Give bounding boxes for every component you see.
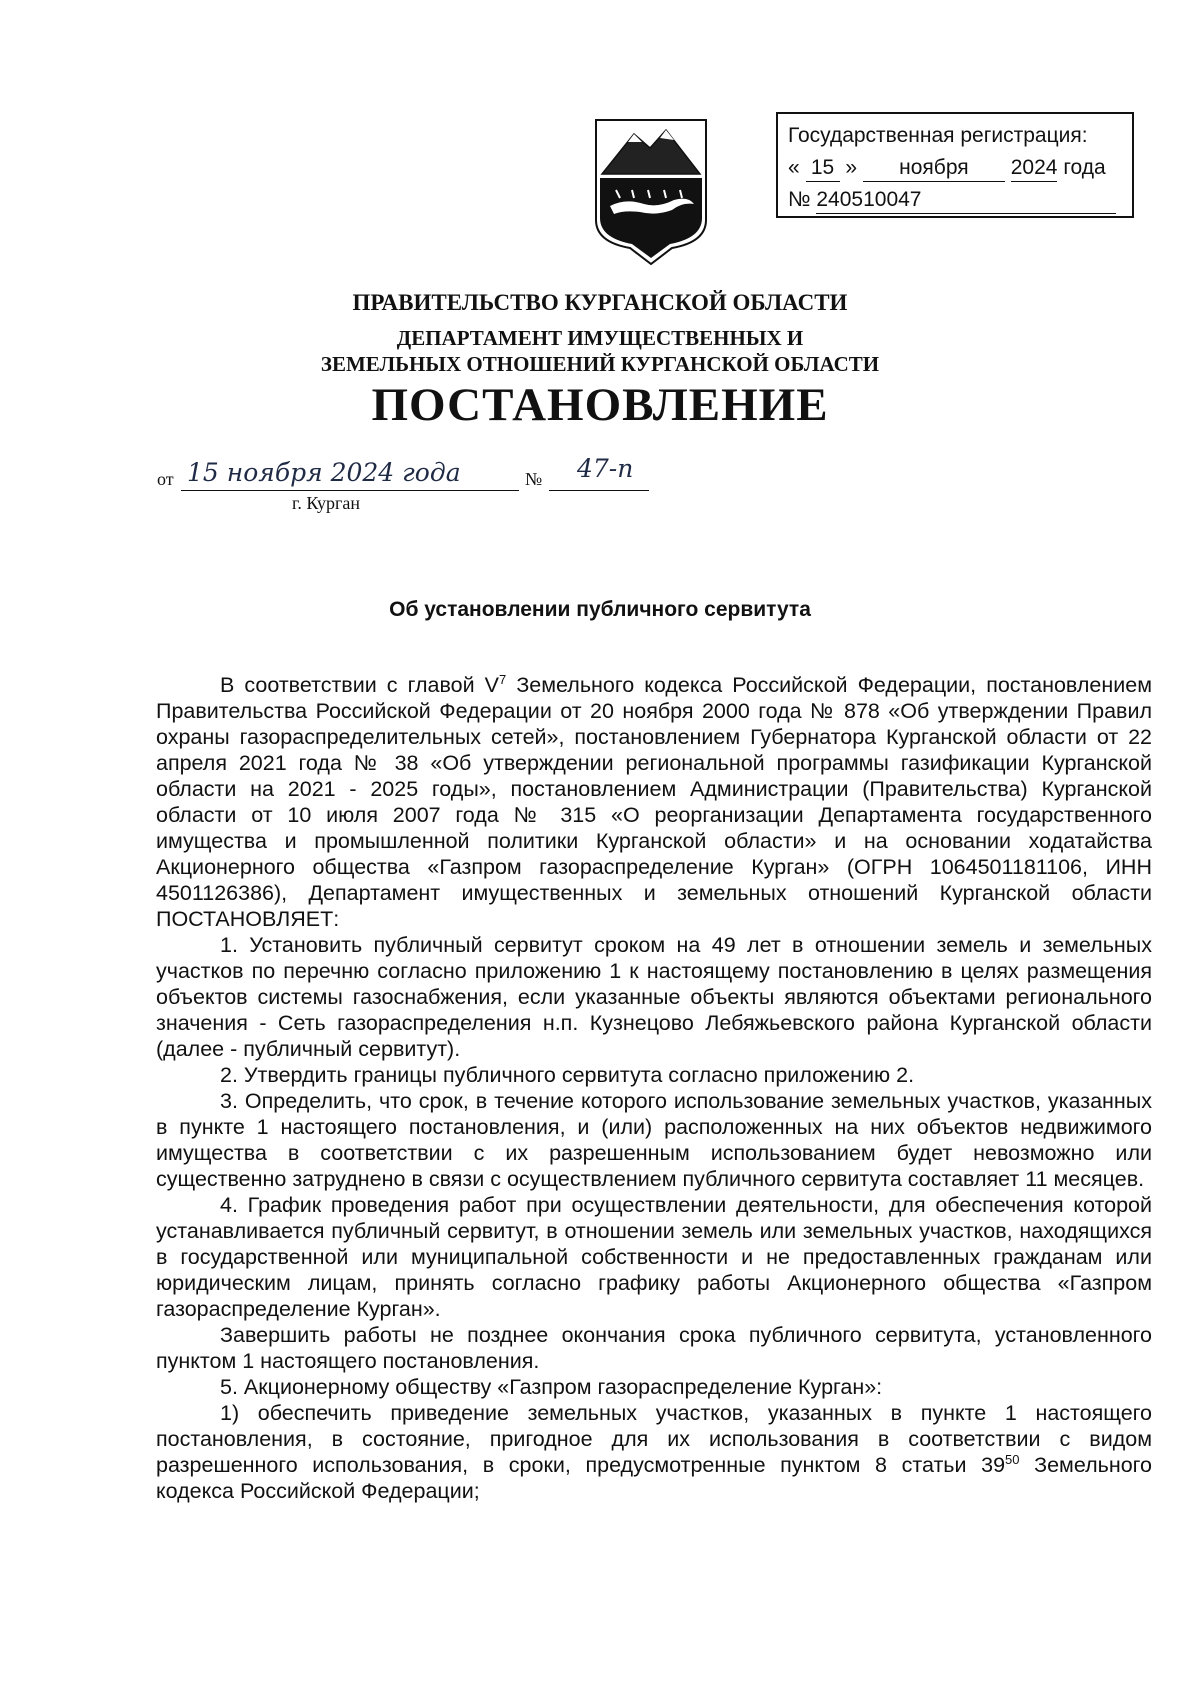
document-type-title: ПОСТАНОВЛЕНИЕ xyxy=(371,379,829,431)
number-underline xyxy=(549,490,649,491)
clause-1-paragraph: 1. Установить публичный сервитут сроком на 49 лет в отношении земель и земельных участков по перечню согласно приложению 1 к настоящему постановлению в целях размещения объектов системы газоснабжения, если указанные объекты являются объектами регионального значения - Сеть газораспределения н.п. Кузнецово Лебяжьевского района Курганской области (далее - публичный сервитут). xyxy=(156,933,1152,1061)
city-label: г. Курган xyxy=(292,493,361,513)
registration-month: ноября xyxy=(863,155,1005,182)
date-from-label: от xyxy=(157,469,174,489)
registration-date-line: « 15 » ноября 2024 года xyxy=(788,152,1122,184)
clause-4-continuation-paragraph: Завершить работы не позднее окончания срока публичного сервитута, установленного пунктом 1 настоящего постановления. xyxy=(156,1323,1152,1373)
department-name: ДЕПАРТАМЕНТ ИМУЩЕСТВЕННЫХ И ЗЕМЕЛЬНЫХ ОТНОШЕНИЙ КУРГАНСКОЙ ОБЛАСТИ xyxy=(320,326,880,376)
clause-2-paragraph: 2. Утвердить границы публичного сервитута согласно приложению 2. xyxy=(220,1063,915,1087)
clause-5-paragraph: 5. Акционерному обществу «Газпром газораспределение Курган»: xyxy=(220,1375,883,1399)
handwritten-number: 47-п xyxy=(577,454,634,483)
clause-3-paragraph: 3. Определить, что срок, в течение которого использование земельных участков, указанных в пункте 1 настоящего постановления, и (или) расположенных на них объектов недвижимого имущества в соответствии с их разрешенным использованием будет невозможно или существенно затруднено в связи с осуществлением публичного сервитута составляет 11 месяцев. xyxy=(156,1089,1152,1191)
state-registration-stamp xyxy=(776,112,1134,218)
handwritten-date: 15 ноября 2024 года xyxy=(187,458,461,487)
resolution-subject: Об установлении публичного сервитута xyxy=(389,598,811,621)
clause-5-item-1-paragraph: 1) обеспечить приведение земельных участков, указанных в пункте 1 настоящего постановления, в состояние, пригодное для их использования в соответствии с видом разрешенного использования, в сроки, предусмотренные пунктом 8 статьи $39^{50}$ Земельного кодекса Российской Федерации; xyxy=(156,1401,1152,1503)
resolution-date-row xyxy=(157,454,677,502)
registration-title: Государственная регистрация: xyxy=(788,124,1088,147)
registration-number-line: № 240510047 xyxy=(788,184,1122,216)
government-title: ПРАВИТЕЛЬСТВО КУРГАНСКОЙ ОБЛАСТИ xyxy=(352,290,848,315)
preamble-paragraph: В соответствии с главой $V^7$ Земельного кодекса Российской Федерации, постановлением Правительства Российской Федерации от 20 ноября 2000 года № 878 «Об утверждении Правил охраны газораспределительных сетей», постановлением Губернатора Курганской области от 22 апреля 2021 года № 38 «Об утверждении региональной программы газификации Курганской области на 2021 - 2025 годы», постановлением Администрации (Правительства) Курганской области от 10 июля 2007 года № 315 «О реорганизации Департамента государственного имущества и промышленной политики Курганской области» и на основании ходатайства Акционерного общества «Газпром газораспределение Курган» (ОГРН 1064501181106, ИНН 4501126386), Департамент имущественных и земельных отношений Курганской области ПОСТАНОВЛЯЕТ: xyxy=(156,671,1152,931)
date-underline xyxy=(181,490,519,491)
registration-number: 240510047 xyxy=(816,187,1116,214)
registration-day: 15 xyxy=(806,155,840,182)
number-label: № xyxy=(525,469,543,489)
resolution-body xyxy=(156,672,1152,1504)
coat-of-arms-emblem xyxy=(592,118,710,266)
clause-4-paragraph: 4. График проведения работ при осуществлении деятельности, для обеспечения которой устанавливается публичный сервитут, в отношении земель или земельных участков, находящихся в государственной или муниципальной собственности и не предоставленных гражданам или юридическим лицам, принять согласно графику работы Акционерного общества «Газпром газораспределение Курган». xyxy=(156,1193,1152,1321)
registration-year: 2024 xyxy=(1011,155,1058,182)
